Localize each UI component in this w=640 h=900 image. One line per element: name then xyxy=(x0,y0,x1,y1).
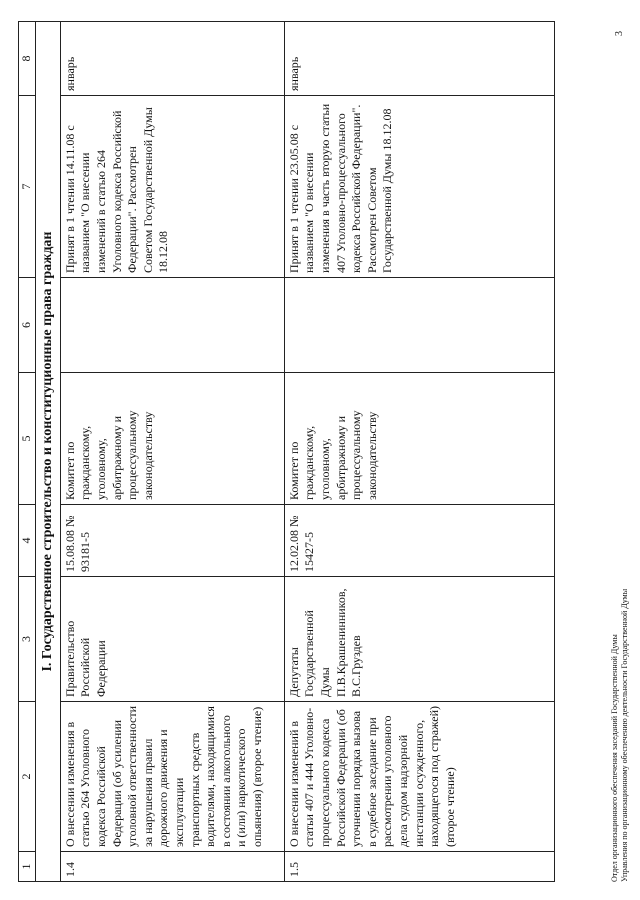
bill-title: О внесении изменений в статьи 407 и 444 Уголовно-процессуального кодекса Российской Федерации (об уточнении порядка вызова в судебное заседание при рассмотрении уголовного дела судом надзорной инстанции осужденного, находящегося под стражей) (второе чтение) xyxy=(284,702,554,852)
col-number-4: 4 xyxy=(19,505,36,577)
bill-title: О внесении изменения в статью 264 Уголовного кодекса Российской Федерации (об усилении уголовной ответственности за нарушения правил дорожного движения и эксплуатации транспортных средств водителями, находящимися в состоянии алкогольного и (или) наркотического опьянения) (второе чтение) xyxy=(60,702,284,852)
footer-line-1: Отдел организационного обеспечения заседаний Государственной Думы xyxy=(610,634,619,882)
table-row xyxy=(60,22,284,882)
col-number-2: 2 xyxy=(19,702,36,852)
page-number: 3 xyxy=(614,31,625,36)
bill-status: Принят в 1 чтении 23.05.08 с названием "О внесении изменения в часть вторую статьи 407 Уголовно-процессуального кодекса Российской Федерации". Рассмотрен Советом Государственной Думы 18.12.08 xyxy=(284,96,554,278)
bill-status: Принят в 1 чтении 14.11.08 с названием "О внесении изменений в статью 264 Уголовного кодекса Российской Федерации". Рассмотрен Советом Государственной Думы 18.12.08 xyxy=(60,96,284,278)
section-row xyxy=(35,22,60,882)
col6-cell xyxy=(60,278,284,373)
bill-author: Правительство Российской Федерации xyxy=(60,577,284,702)
col-number-3: 3 xyxy=(19,577,36,702)
col-number-7: 7 xyxy=(19,96,36,278)
responsible-committee: Комитет по гражданскому, уголовному, арбитражному и процессуальному законодательству xyxy=(60,373,284,505)
bill-date-number: 12.02.08 № 15427-5 xyxy=(284,505,554,577)
col-number-8: 8 xyxy=(19,22,36,96)
bill-author: Депутаты Государственной Думы П.В.Крашенинников, В.С.Груздев xyxy=(284,577,554,702)
footer-line-2: Управления по организационному обеспечению деятельности Государственной Думы xyxy=(620,588,629,882)
planned-month: январь xyxy=(284,22,554,96)
table-row xyxy=(284,22,554,882)
agenda-table xyxy=(18,21,555,882)
section-title: I. Государственное строительство и конституционные права граждан xyxy=(35,22,60,882)
col-number-6: 6 xyxy=(19,278,36,373)
row-number: 1.4 xyxy=(60,852,284,882)
bill-date-number: 15.08.08 № 93181-5 xyxy=(60,505,284,577)
col-number-1: 1 xyxy=(19,852,36,882)
col-number-5: 5 xyxy=(19,373,36,505)
row-number: 1.5 xyxy=(284,852,554,882)
column-number-row xyxy=(19,22,36,882)
planned-month: январь xyxy=(60,22,284,96)
col6-cell xyxy=(284,278,554,373)
page-footer xyxy=(610,589,630,882)
responsible-committee: Комитет по гражданскому, уголовному, арбитражному и процессуальному законодательству xyxy=(284,373,554,505)
